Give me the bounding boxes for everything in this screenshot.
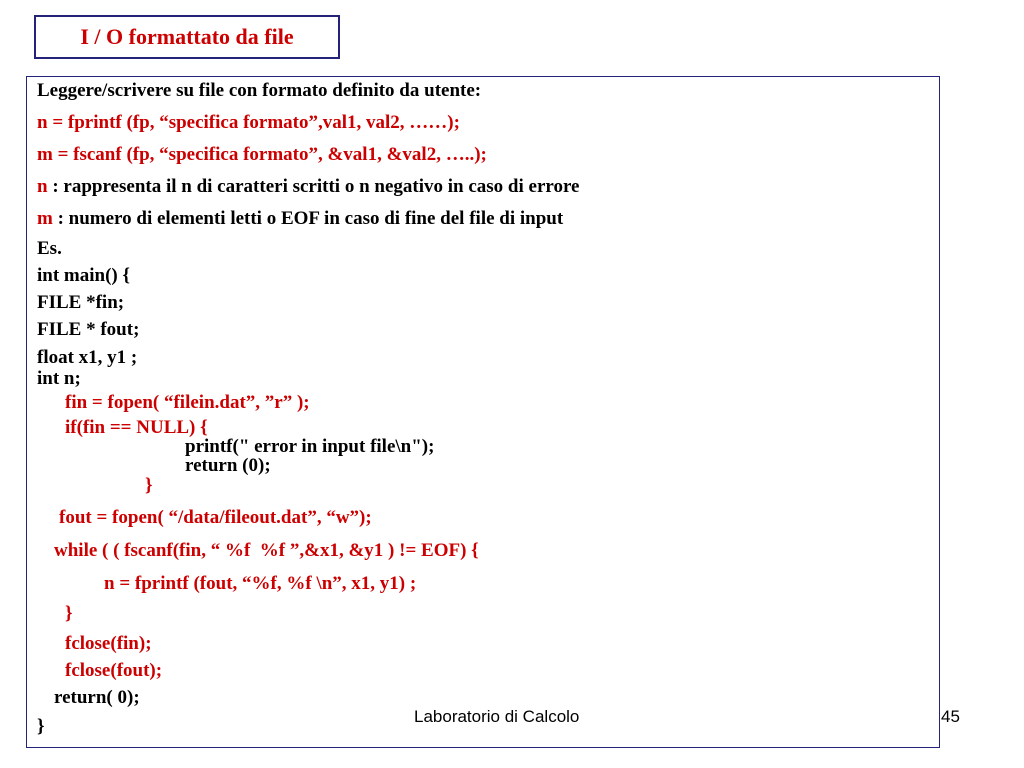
fprintf-syntax: n = fprintf (fp, “specifica formato”,val1, val2, ……); [37,112,460,133]
code-fclose-in: fclose(fin); [65,633,152,654]
code-fclose-out: fclose(fout); [65,660,163,681]
page-number: 45 [941,707,960,726]
code-return-zero: return (0); [185,455,271,476]
code-if-null: if(fin == NULL) { [65,417,208,438]
m-variable: m [37,208,53,229]
footer-text: Laboratorio di Calcolo [414,707,580,726]
code-while-close: } [65,603,73,624]
code-main-close: } [37,716,45,737]
intro-text: Leggere/scrivere su file con formato definito da utente: [37,80,482,101]
code-int-decl: int n; [37,368,81,389]
code-return-main: return( 0); [54,687,140,708]
code-while-loop: while ( ( fscanf(fin, “ %f %f ”,&x1, &y1 ) != EOF) { [54,540,479,561]
code-if-close: } [145,475,153,496]
n-variable: n [37,176,48,197]
code-fopen-out: fout = fopen( “/data/fileout.dat”, “w”); [59,507,372,528]
n-description: : rappresenta il n di caratteri scritti o n negativo in caso di errore [47,176,580,197]
fscanf-syntax: m = fscanf (fp, “specifica formato”, &val1, &val2, …..); [37,144,487,165]
m-description-line [37,209,563,229]
example-label: Es. [37,238,62,259]
code-fopen-in: fin = fopen( “filein.dat”, ”r” ); [65,392,310,413]
code-float-decl: float x1, y1 ; [37,347,138,368]
code-fin-decl: FILE *fin; [37,292,125,313]
code-fprintf-call: n = fprintf (fout, “%f, %f \n”, x1, y1) ; [104,573,417,594]
code-main-decl: int main() { [37,265,130,286]
code-fout-decl: FILE * fout; [37,319,140,340]
code-printf-error: printf(" error in input file\n"); [185,436,435,457]
slide-title: I / O formattato da file [80,24,294,49]
m-description: : numero di elementi letti o EOF in caso di fine del file di input [52,208,564,229]
n-description-line [37,177,580,197]
slide-title-box [34,15,340,59]
